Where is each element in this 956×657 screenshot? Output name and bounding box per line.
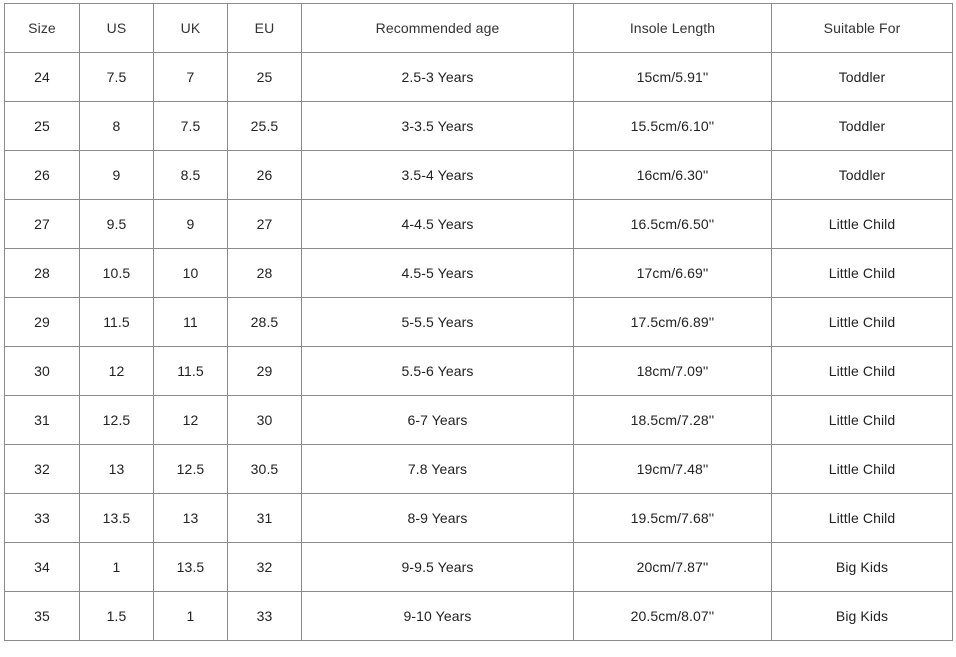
table-row <box>5 396 953 445</box>
cell-us: 9 <box>80 151 154 200</box>
cell-insole-length: 17cm/6.69'' <box>574 249 772 298</box>
cell-eu: 31 <box>228 494 302 543</box>
header-us: US <box>80 4 154 53</box>
cell-suitable-for: Toddler <box>772 151 953 200</box>
table-row <box>5 53 953 102</box>
cell-recommended-age: 9-10 Years <box>302 592 574 641</box>
cell-uk: 1 <box>154 592 228 641</box>
cell-uk: 12.5 <box>154 445 228 494</box>
cell-us: 11.5 <box>80 298 154 347</box>
cell-size: 28 <box>5 249 80 298</box>
table-row <box>5 249 953 298</box>
size-chart-table <box>4 3 953 641</box>
table-row <box>5 445 953 494</box>
cell-insole-length: 19cm/7.48'' <box>574 445 772 494</box>
cell-insole-length: 15.5cm/6.10'' <box>574 102 772 151</box>
cell-size: 27 <box>5 200 80 249</box>
cell-uk: 13.5 <box>154 543 228 592</box>
cell-insole-length: 20.5cm/8.07'' <box>574 592 772 641</box>
header-insole-length: Insole Length <box>574 4 772 53</box>
cell-size: 35 <box>5 592 80 641</box>
cell-insole-length: 20cm/7.87'' <box>574 543 772 592</box>
cell-insole-length: 15cm/5.91'' <box>574 53 772 102</box>
table-row <box>5 543 953 592</box>
cell-us: 12 <box>80 347 154 396</box>
cell-suitable-for: Little Child <box>772 200 953 249</box>
cell-recommended-age: 3.5-4 Years <box>302 151 574 200</box>
table-row <box>5 200 953 249</box>
cell-eu: 30.5 <box>228 445 302 494</box>
cell-us: 1 <box>80 543 154 592</box>
cell-uk: 12 <box>154 396 228 445</box>
cell-size: 33 <box>5 494 80 543</box>
header-eu: EU <box>228 4 302 53</box>
cell-us: 13.5 <box>80 494 154 543</box>
cell-suitable-for: Little Child <box>772 298 953 347</box>
table-row <box>5 347 953 396</box>
cell-recommended-age: 9-9.5 Years <box>302 543 574 592</box>
cell-uk: 8.5 <box>154 151 228 200</box>
cell-us: 13 <box>80 445 154 494</box>
cell-suitable-for: Big Kids <box>772 543 953 592</box>
table-body <box>5 53 953 641</box>
cell-recommended-age: 5.5-6 Years <box>302 347 574 396</box>
cell-eu: 27 <box>228 200 302 249</box>
cell-uk: 13 <box>154 494 228 543</box>
cell-insole-length: 19.5cm/7.68'' <box>574 494 772 543</box>
cell-recommended-age: 6-7 Years <box>302 396 574 445</box>
cell-eu: 29 <box>228 347 302 396</box>
cell-us: 12.5 <box>80 396 154 445</box>
cell-size: 24 <box>5 53 80 102</box>
cell-us: 7.5 <box>80 53 154 102</box>
cell-suitable-for: Big Kids <box>772 592 953 641</box>
cell-size: 34 <box>5 543 80 592</box>
cell-recommended-age: 2.5-3 Years <box>302 53 574 102</box>
header-size: Size <box>5 4 80 53</box>
cell-insole-length: 18.5cm/7.28'' <box>574 396 772 445</box>
cell-suitable-for: Little Child <box>772 396 953 445</box>
cell-suitable-for: Little Child <box>772 445 953 494</box>
cell-recommended-age: 4.5-5 Years <box>302 249 574 298</box>
cell-eu: 32 <box>228 543 302 592</box>
header-row <box>5 4 953 53</box>
cell-recommended-age: 3-3.5 Years <box>302 102 574 151</box>
table-header <box>5 4 953 53</box>
cell-insole-length: 16cm/6.30'' <box>574 151 772 200</box>
cell-insole-length: 18cm/7.09'' <box>574 347 772 396</box>
cell-size: 31 <box>5 396 80 445</box>
cell-uk: 11 <box>154 298 228 347</box>
cell-eu: 28 <box>228 249 302 298</box>
cell-suitable-for: Toddler <box>772 53 953 102</box>
cell-uk: 10 <box>154 249 228 298</box>
cell-eu: 28.5 <box>228 298 302 347</box>
cell-uk: 9 <box>154 200 228 249</box>
cell-insole-length: 16.5cm/6.50'' <box>574 200 772 249</box>
cell-uk: 7.5 <box>154 102 228 151</box>
cell-uk: 11.5 <box>154 347 228 396</box>
cell-us: 10.5 <box>80 249 154 298</box>
cell-size: 29 <box>5 298 80 347</box>
header-recommended-age: Recommended age <box>302 4 574 53</box>
header-suitable-for: Suitable For <box>772 4 953 53</box>
cell-eu: 33 <box>228 592 302 641</box>
table-row <box>5 298 953 347</box>
cell-size: 25 <box>5 102 80 151</box>
table-row <box>5 102 953 151</box>
table-row <box>5 151 953 200</box>
cell-recommended-age: 5-5.5 Years <box>302 298 574 347</box>
cell-size: 26 <box>5 151 80 200</box>
table-row <box>5 494 953 543</box>
cell-eu: 25 <box>228 53 302 102</box>
cell-insole-length: 17.5cm/6.89'' <box>574 298 772 347</box>
cell-suitable-for: Little Child <box>772 249 953 298</box>
cell-eu: 30 <box>228 396 302 445</box>
header-uk: UK <box>154 4 228 53</box>
cell-recommended-age: 7.8 Years <box>302 445 574 494</box>
cell-suitable-for: Toddler <box>772 102 953 151</box>
cell-recommended-age: 4-4.5 Years <box>302 200 574 249</box>
cell-us: 8 <box>80 102 154 151</box>
cell-recommended-age: 8-9 Years <box>302 494 574 543</box>
cell-size: 32 <box>5 445 80 494</box>
cell-us: 1.5 <box>80 592 154 641</box>
cell-uk: 7 <box>154 53 228 102</box>
cell-suitable-for: Little Child <box>772 347 953 396</box>
cell-eu: 26 <box>228 151 302 200</box>
cell-eu: 25.5 <box>228 102 302 151</box>
cell-suitable-for: Little Child <box>772 494 953 543</box>
table-row <box>5 592 953 641</box>
cell-us: 9.5 <box>80 200 154 249</box>
cell-size: 30 <box>5 347 80 396</box>
